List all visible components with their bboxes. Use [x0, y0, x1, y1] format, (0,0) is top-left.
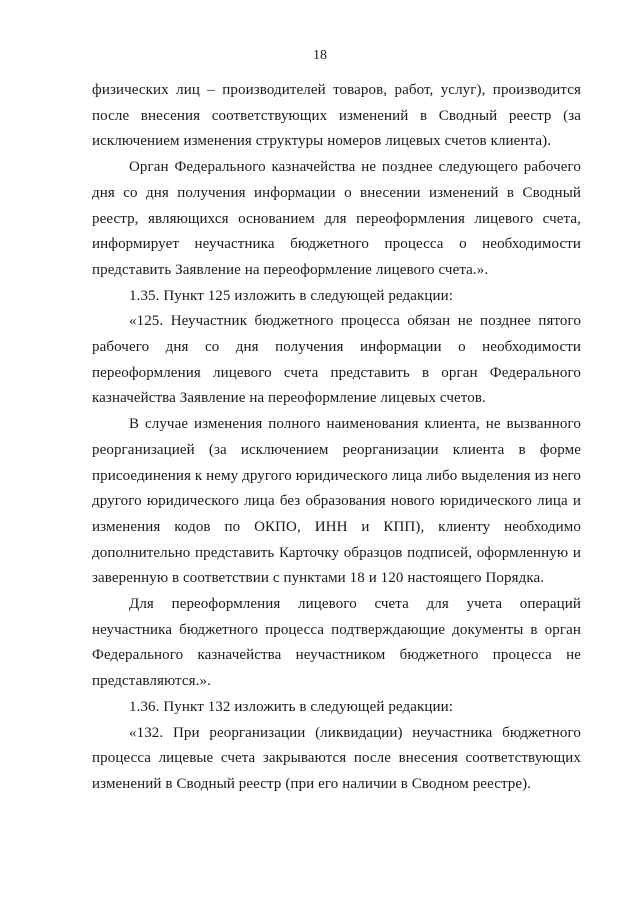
paragraph-continuation: физических лиц – производителей товаров, работ, услуг), производится после внесения соответствующих изменений в Сводный реестр (за исключением изменения структуры номеров лицевых счетов клиента).	[92, 82, 581, 150]
paragraph-item-1-35: 1.35. Пункт 125 изложить в следующей редакции:	[129, 287, 454, 304]
paragraph-treasury-notice: Орган Федерального казначейства не позднее следующего рабочего дня со дня получения информации о внесении изменений в Сводный реестр, являющихся основанием для переоформления лицевого счета, информирует неучастника бюджетного процесса о необходимости представить Заявление на переоформление лицевого счета.».	[92, 159, 581, 278]
paragraph-clause-132: «132. При реорганизации (ликвидации) неучастника бюджетного процесса лицевые счета закрываются после внесения соответствующих изменений в Сводный реестр (при его наличии в Сводном реестре).	[92, 724, 581, 792]
paragraph-item-1-36: 1.36. Пункт 132 изложить в следующей редакции:	[129, 698, 454, 715]
paragraph-supporting-documents: Для переоформления лицевого счета для учета операций неучастника бюджетного процесса подтверждающие документы в орган Федерального казначейства неучастником бюджетного процесса не представляются.».	[92, 596, 581, 690]
document-body	[92, 78, 581, 798]
paragraph-name-change: В случае изменения полного наименования клиента, не вызванного реорганизацией (за исключением реорганизации клиента в форме присоединения к нему другого юридического лица либо выделения из него другого юридического лица без образования нового юридического лица и изменения кодов по ОКПО, ИНН и КПП), клиенту необходимо дополнительно представить Карточку образцов подписей, оформленную и заверенную в соответствии с пунктами 18 и 120 настоящего Порядка.	[92, 416, 581, 587]
page-number: 18	[313, 48, 327, 63]
paragraph-clause-125: «125. Неучастник бюджетного процесса обязан не позднее пятого рабочего дня со дня получения информации о необходимости переоформления лицевого счета представить в орган Федерального казначейства Заявление на переоформление лицевых счетов.	[92, 313, 581, 407]
